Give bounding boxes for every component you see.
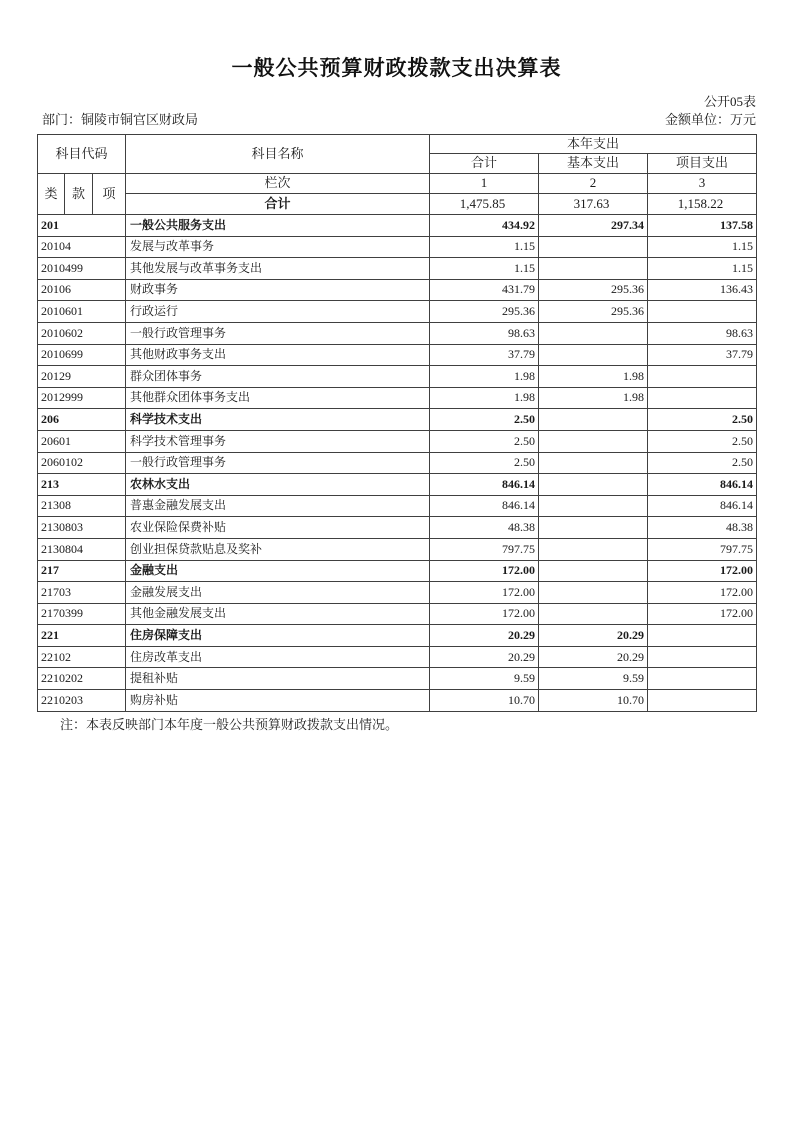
- table-row: [38, 538, 757, 560]
- row-total-value: 846.14: [430, 495, 539, 517]
- row-code: 217: [38, 560, 126, 582]
- table-row: [38, 646, 757, 668]
- row-code: 22102: [38, 646, 126, 668]
- row-basic-value: 10.70: [539, 690, 648, 712]
- table-row: [38, 301, 757, 323]
- row-code: 2210203: [38, 690, 126, 712]
- row-total-value: 434.92: [430, 215, 539, 237]
- header-project: 项目支出: [648, 154, 757, 174]
- row-name: 金融发展支出: [126, 582, 430, 604]
- row-basic-value: 9.59: [539, 668, 648, 690]
- page-title: 一般公共预算财政拨款支出决算表: [231, 57, 562, 80]
- row-name: 其他发展与改革事务支出: [126, 258, 430, 280]
- row-basic-value: [539, 322, 648, 344]
- table-row: [38, 344, 757, 366]
- row-code: 2010499: [38, 258, 126, 280]
- row-code: 2010601: [38, 301, 126, 323]
- row-project-value: 37.79: [648, 344, 757, 366]
- row-total-value: 846.14: [430, 474, 539, 496]
- table-row: [38, 279, 757, 301]
- row-code: 221: [38, 625, 126, 647]
- row-name: 创业担保贷款贴息及奖补: [126, 538, 430, 560]
- row-project-value: 2.50: [648, 452, 757, 474]
- row-basic-value: 295.36: [539, 301, 648, 323]
- row-project-value: 846.14: [648, 474, 757, 496]
- row-project-value: 2.50: [648, 430, 757, 452]
- row-code: 2060102: [38, 452, 126, 474]
- row-total-value: 431.79: [430, 279, 539, 301]
- row-code: 2010699: [38, 344, 126, 366]
- row-total-value: 1.98: [430, 387, 539, 409]
- row-basic-value: [539, 474, 648, 496]
- table-row: [38, 366, 757, 388]
- header-col-no-1: 1: [430, 174, 539, 194]
- table-row: [38, 387, 757, 409]
- table-row: [38, 668, 757, 690]
- table-row: [38, 495, 757, 517]
- department-label: 部门：铜陵市铜官区财政局: [42, 112, 199, 127]
- row-code: 2012999: [38, 387, 126, 409]
- row-code: 206: [38, 409, 126, 431]
- row-name: 其他财政事务支出: [126, 344, 430, 366]
- row-code: 201: [38, 215, 126, 237]
- row-name: 提租补贴: [126, 668, 430, 690]
- row-project-value: 172.00: [648, 582, 757, 604]
- grand-total-label: 合计: [126, 194, 430, 215]
- row-basic-value: [539, 582, 648, 604]
- row-total-value: 10.70: [430, 690, 539, 712]
- header-total: 合计: [430, 154, 539, 174]
- row-project-value: 172.00: [648, 560, 757, 582]
- row-project-value: 2.50: [648, 409, 757, 431]
- table-row: [38, 322, 757, 344]
- row-basic-value: [539, 236, 648, 258]
- meta-row: [37, 112, 756, 127]
- row-project-value: 172.00: [648, 603, 757, 625]
- row-project-value: [648, 387, 757, 409]
- row-total-value: 37.79: [430, 344, 539, 366]
- row-basic-value: [539, 344, 648, 366]
- row-total-value: 48.38: [430, 517, 539, 539]
- header-basic: 基本支出: [539, 154, 648, 174]
- row-project-value: 846.14: [648, 495, 757, 517]
- row-name: 金融支出: [126, 560, 430, 582]
- row-total-value: 295.36: [430, 301, 539, 323]
- row-basic-value: 20.29: [539, 646, 648, 668]
- row-code: 2170399: [38, 603, 126, 625]
- row-project-value: 136.43: [648, 279, 757, 301]
- row-code: 2130803: [38, 517, 126, 539]
- row-name: 财政事务: [126, 279, 430, 301]
- row-basic-value: 297.34: [539, 215, 648, 237]
- row-project-value: 48.38: [648, 517, 757, 539]
- table-row: [38, 560, 757, 582]
- row-total-value: 797.75: [430, 538, 539, 560]
- row-code: 20601: [38, 430, 126, 452]
- row-code: 20129: [38, 366, 126, 388]
- unit-label: 金额单位：万元: [664, 112, 756, 127]
- table-row: [38, 625, 757, 647]
- header-row-1: [38, 135, 757, 154]
- row-total-value: 1.15: [430, 258, 539, 280]
- row-name: 发展与改革事务: [126, 236, 430, 258]
- sheet-number-label: 公开05表: [703, 94, 756, 109]
- header-column-index: 栏次: [126, 174, 430, 194]
- table-row: [38, 236, 757, 258]
- row-basic-value: [539, 538, 648, 560]
- row-basic-value: 1.98: [539, 387, 648, 409]
- row-name: 行政运行: [126, 301, 430, 323]
- row-name: 住房保障支出: [126, 625, 430, 647]
- row-basic-value: 295.36: [539, 279, 648, 301]
- row-total-value: 2.50: [430, 430, 539, 452]
- grand-total-project: 1,158.22: [648, 194, 757, 215]
- row-code: 20106: [38, 279, 126, 301]
- row-name: 住房改革支出: [126, 646, 430, 668]
- header-col-no-2: 2: [539, 174, 648, 194]
- row-total-value: 2.50: [430, 409, 539, 431]
- row-code: 21703: [38, 582, 126, 604]
- header-row-3: [38, 174, 757, 194]
- row-total-value: 1.15: [430, 236, 539, 258]
- row-basic-value: [539, 560, 648, 582]
- row-project-value: [648, 366, 757, 388]
- row-code: 21308: [38, 495, 126, 517]
- row-total-value: 172.00: [430, 603, 539, 625]
- header-subject-code: 科目代码: [38, 135, 126, 174]
- row-project-value: [648, 301, 757, 323]
- table-row: [38, 409, 757, 431]
- header-col-no-3: 3: [648, 174, 757, 194]
- table-row: [38, 603, 757, 625]
- row-name: 其他群众团体事务支出: [126, 387, 430, 409]
- row-total-value: 20.29: [430, 646, 539, 668]
- row-total-value: 172.00: [430, 560, 539, 582]
- row-total-value: 98.63: [430, 322, 539, 344]
- table-row: [38, 690, 757, 712]
- row-name: 一般行政管理事务: [126, 322, 430, 344]
- header-current-year: 本年支出: [430, 135, 757, 154]
- row-name: 一般公共服务支出: [126, 215, 430, 237]
- table-row: [38, 258, 757, 280]
- row-name: 科学技术管理事务: [126, 430, 430, 452]
- row-basic-value: [539, 430, 648, 452]
- footnote: 注：本表反映部门本年度一般公共预算财政拨款支出情况。: [60, 716, 399, 732]
- table-row: [38, 474, 757, 496]
- row-total-value: 172.00: [430, 582, 539, 604]
- table-row: [38, 452, 757, 474]
- header-subject-name: 科目名称: [126, 135, 430, 174]
- header-item: 项: [93, 174, 126, 215]
- row-project-value: 1.15: [648, 258, 757, 280]
- row-total-value: 20.29: [430, 625, 539, 647]
- grand-total-total: 1,475.85: [430, 194, 539, 215]
- row-name: 农林水支出: [126, 474, 430, 496]
- table-body: [38, 215, 757, 712]
- table-row: [38, 582, 757, 604]
- header-row-4: [38, 194, 757, 215]
- header-class: 类: [38, 174, 65, 215]
- row-basic-value: [539, 517, 648, 539]
- row-total-value: 9.59: [430, 668, 539, 690]
- table-row: [38, 215, 757, 237]
- row-name: 购房补贴: [126, 690, 430, 712]
- row-basic-value: [539, 452, 648, 474]
- row-code: 213: [38, 474, 126, 496]
- row-project-value: 797.75: [648, 538, 757, 560]
- table-header: [38, 135, 757, 215]
- row-name: 一般行政管理事务: [126, 452, 430, 474]
- row-project-value: 1.15: [648, 236, 757, 258]
- row-basic-value: 1.98: [539, 366, 648, 388]
- row-basic-value: [539, 603, 648, 625]
- row-project-value: [648, 646, 757, 668]
- table-row: [38, 430, 757, 452]
- row-code: 2010602: [38, 322, 126, 344]
- row-total-value: 2.50: [430, 452, 539, 474]
- header-section: 款: [65, 174, 93, 215]
- row-project-value: [648, 690, 757, 712]
- row-basic-value: [539, 258, 648, 280]
- row-name: 农业保险保费补贴: [126, 517, 430, 539]
- row-basic-value: [539, 409, 648, 431]
- row-project-value: 137.58: [648, 215, 757, 237]
- row-basic-value: [539, 495, 648, 517]
- row-code: 20104: [38, 236, 126, 258]
- row-project-value: 98.63: [648, 322, 757, 344]
- row-code: 2210202: [38, 668, 126, 690]
- grand-total-basic: 317.63: [539, 194, 648, 215]
- row-name: 普惠金融发展支出: [126, 495, 430, 517]
- expenditure-table: [37, 134, 757, 712]
- row-name: 群众团体事务: [126, 366, 430, 388]
- row-code: 2130804: [38, 538, 126, 560]
- row-name: 其他金融发展支出: [126, 603, 430, 625]
- row-project-value: [648, 625, 757, 647]
- row-name: 科学技术支出: [126, 409, 430, 431]
- row-basic-value: 20.29: [539, 625, 648, 647]
- table-row: [38, 517, 757, 539]
- row-project-value: [648, 668, 757, 690]
- row-total-value: 1.98: [430, 366, 539, 388]
